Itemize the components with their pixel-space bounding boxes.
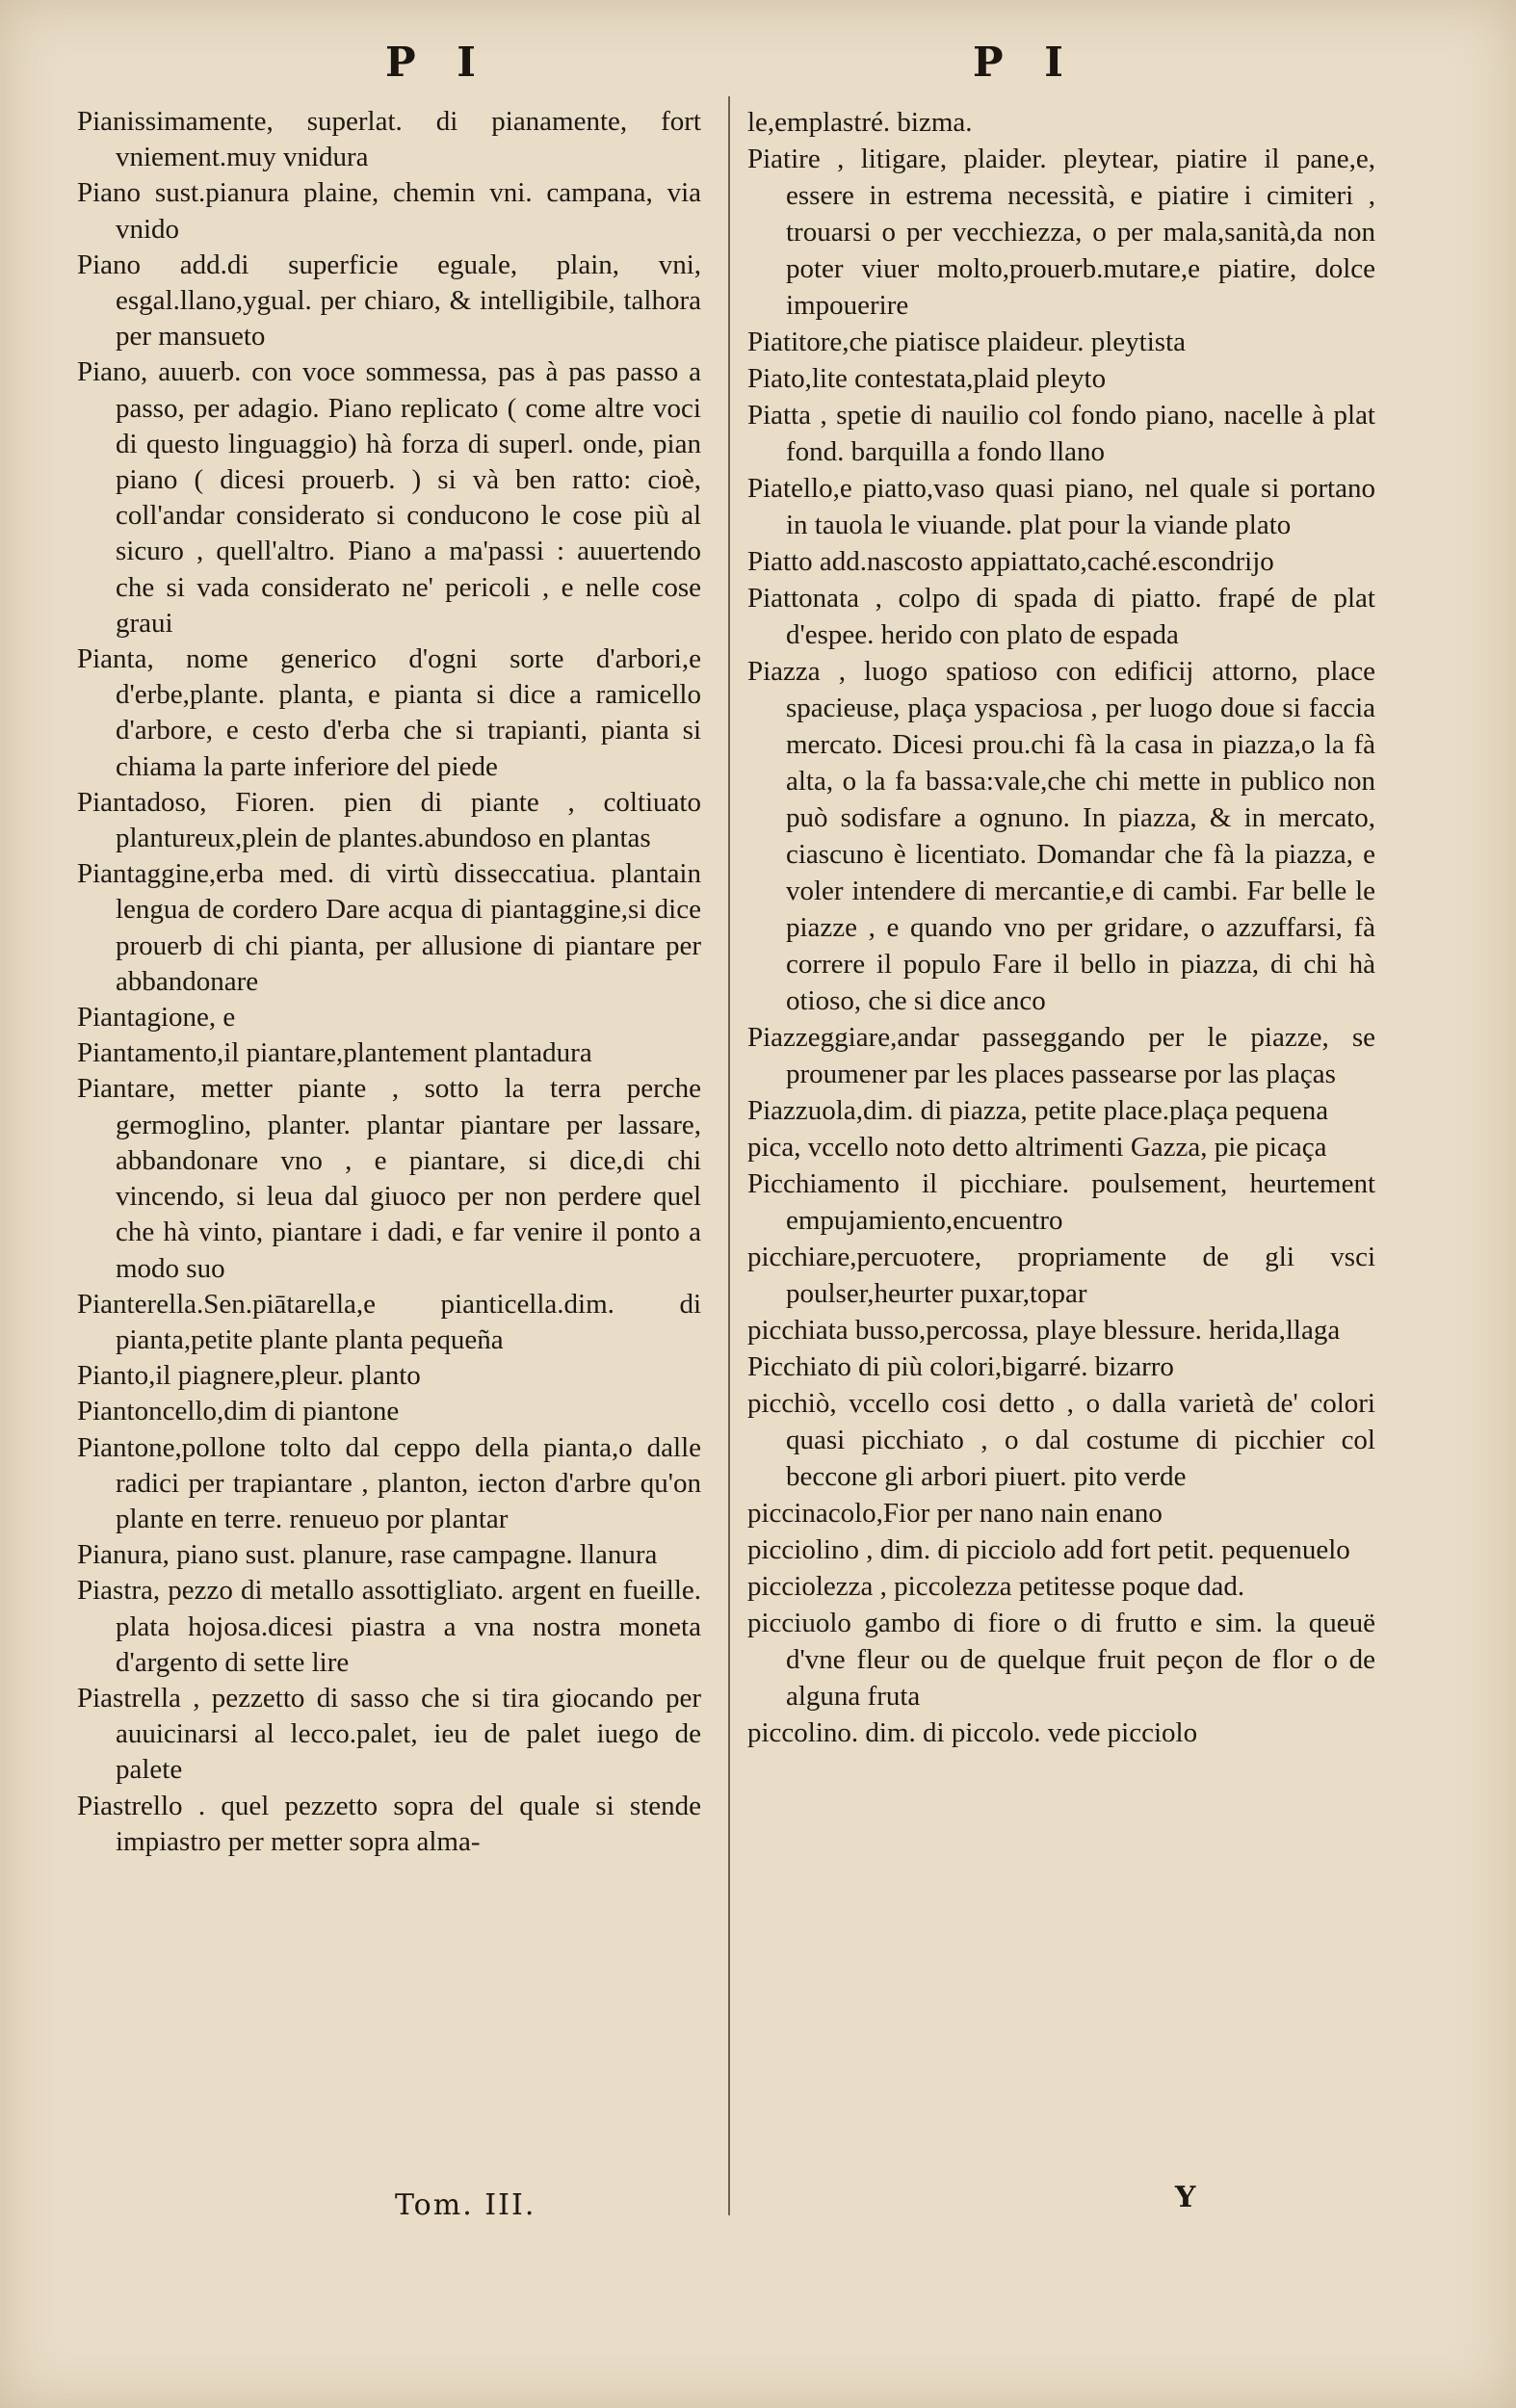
dictionary-entry: Piatta , spetie di nauilio col fondo piano, nacelle à plat fond. barquilla a fondo llano	[747, 400, 1375, 467]
dictionary-entry: Piantone,pollone tolto dal ceppo della pianta,o dalle radici per trapiantare , planton, iecton d'arbre qu'on plante en terre. renueuo por plantar	[77, 1431, 701, 1534]
dictionary-entry: Piazzeggiare,andar passeggando per le piazze, se proumener par les places passearse por las plaças	[747, 1022, 1375, 1089]
dictionary-entry: Piano add.di superficie eguale, plain, vni, esgal.llano,ygual. per chiaro, & intelligibile, talhora per mansueto	[77, 249, 701, 353]
dictionary-entry: Pianura, piano sust. planure, rase campagne. llanura	[77, 1539, 658, 1571]
dictionary-entry: Piano sust.pianura plaine, chemin vni. campana, via vnido	[77, 177, 701, 245]
dictionary-entry: Piazza , luogo spatioso con edificij attorno, place spacieuse, plaça yspaciosa , per luogo doue si faccia mercato. Dicesi prou.chi fà la casa in piazza,o la fà alta, o la fa bassa:vale,che chi mette in publico non può sodisfare a ognuno. In piazza, & in mercato, ciascuno è licentiato. Domandar che fà la piazza, e voler intendere di mercantie,e di cambi. Far belle le piazze , e quando vno per gridare, o azzuffarsi, fà correre il populo Fare il bello in piazza, di chi hà otioso, che si dice anco	[747, 656, 1375, 1016]
dictionary-entry: Piatto add.nascosto appiattato,caché.escondrijo	[747, 546, 1274, 577]
dictionary-entry: piccolino. dim. di piccolo. vede picciolo	[747, 1717, 1198, 1748]
dictionary-entry: picciolezza , piccolezza petitesse poque dad.	[747, 1571, 1245, 1602]
dictionary-entry: Piattonata , colpo di spada di piatto. frapé de plat d'espee. herido con plato de espada	[747, 583, 1375, 650]
right-running-head: P I	[973, 39, 1077, 86]
dictionary-entry: picciolino , dim. di picciolo add fort petit. pequenuelo	[747, 1534, 1350, 1565]
dictionary-entry: Piastra, pezzo di metallo assottigliato. argent en fueille. plata hojosa.dicesi piastra a vna nostra moneta d'argento di sette lire	[77, 1575, 701, 1678]
volume-signature: Tom. III.	[395, 2188, 536, 2222]
dictionary-entry: Piazzuola,dim. di piazza, petite place.plaça pequena	[747, 1095, 1329, 1126]
dictionary-entry: Picchiato di più colori,bigarré. bizarro	[747, 1351, 1174, 1382]
dictionary-entry: Pianterella.Sen.piātarella,e pianticella.dim. di pianta,petite plante planta pequeña	[77, 1288, 701, 1355]
dictionary-entry: picchiò, vccello cosi detto , o dalla varietà de' colori quasi picchiato , o dal costume di picchier col beccone gli arbori piuert. pito verde	[747, 1388, 1375, 1492]
dictionary-entry: pica, vccello noto detto altrimenti Gazza, pie picaça	[747, 1132, 1327, 1163]
dictionary-entry: picchiata busso,percossa, playe blessure. herida,llaga	[747, 1315, 1341, 1346]
left-running-head: P I	[385, 39, 489, 86]
dictionary-entry: Piantamento,il piantare,plantement plantadura	[77, 1037, 592, 1069]
dictionary-entry: le,emplastré. bizma.	[747, 107, 973, 138]
catchword: Y	[1175, 2181, 1196, 2214]
dictionary-entry: picchiare,percuotere, propriamente de gli vsci poulser,heurter puxar,topar	[747, 1242, 1375, 1309]
dictionary-entry: piccinacolo,Fior per nano nain enano	[747, 1498, 1163, 1529]
dictionary-entry: Piastrella , pezzetto di sasso che si tira giocando per auuicinarsi al lecco.palet, ieu de palet iuego de palete	[77, 1682, 701, 1786]
dictionary-entry: Picchiamento il picchiare. poulsement, heurtement empujamiento,encuentro	[747, 1168, 1375, 1236]
dictionary-entry: Piantagione, e	[77, 1002, 236, 1034]
dictionary-entry: picciuolo gambo di fiore o di frutto e sim. la queuë d'vne fleur ou de quelque fruit peçon de flor o de alguna fruta	[747, 1608, 1375, 1712]
right-column	[747, 104, 1375, 1751]
dictionary-entry: Piato,lite contestata,plaid pleyto	[747, 363, 1107, 394]
left-column	[77, 104, 701, 1860]
dictionary-entry: Pianto,il piagnere,pleur. planto	[77, 1360, 421, 1392]
dictionary-entry: Piantoncello,dim di piantone	[77, 1396, 400, 1427]
dictionary-entry: Piano, auuerb. con voce sommessa, pas à pas passo a passo, per adagio. Piano replicato ( come altre voci di questo linguaggio) hà forza di superl. onde, pian piano ( dicesi prouerb. ) si và ben ratto: cioè, coll'andar considerato si conducono le cose più al sicuro , quell'altro. Piano a ma'passi : auuertendo che si vada considerato ne' pericoli , e nelle cose graui	[77, 356, 701, 639]
dictionary-entry: Piantadoso, Fioren. pien di piante , coltiuato plantureux,plein de plantes.abundoso en plantas	[77, 786, 701, 854]
dictionary-entry: Piastrello . quel pezzetto sopra del quale si stende impiastro per metter sopra alma-	[77, 1790, 701, 1857]
dictionary-entry: Pianissimamente, superlat. di pianamente, fort vniement.muy vnidura	[77, 106, 701, 173]
column-rule	[728, 96, 730, 2215]
dictionary-entry: Piatire , litigare, plaider. pleytear, piatire il pane,e, essere in estrema necessità, e piatire i cimiteri , trouarsi o per vecchiezza, o per mala,sanità,da non poter viuer molto,prouerb.mutare,e piatire, dolce impouerire	[747, 144, 1375, 321]
dictionary-entry: Piatello,e piatto,vaso quasi piano, nel quale si portano in tauola le viuande. plat pour la viande plato	[747, 473, 1375, 540]
dictionary-entry: Pianta, nome generico d'ogni sorte d'arbori,e d'erbe,plante. planta, e pianta si dice a ramicello d'arbore, e cesto d'erba che si trapianti, pianta si chiama la parte inferiore del piede	[77, 643, 701, 782]
dictionary-entry: Piantare, metter piante , sotto la terra perche germoglino, planter. plantar piantare per lassare, abbandonare vno , e piantare, si dice,di chi vincendo, si leua dal giuoco per non perdere quel che hà vinto, piantare i dadi, e far venire il ponto a modo suo	[77, 1073, 701, 1284]
dictionary-entry: Piantaggine,erba med. di virtù disseccatiua. plantain lengua de cordero Dare acqua di piantaggine,si dice prouerb di chi pianta, per allusione di piantare per abbandonare	[77, 858, 701, 997]
dictionary-entry: Piatitore,che piatisce plaideur. pleytista	[747, 327, 1186, 357]
